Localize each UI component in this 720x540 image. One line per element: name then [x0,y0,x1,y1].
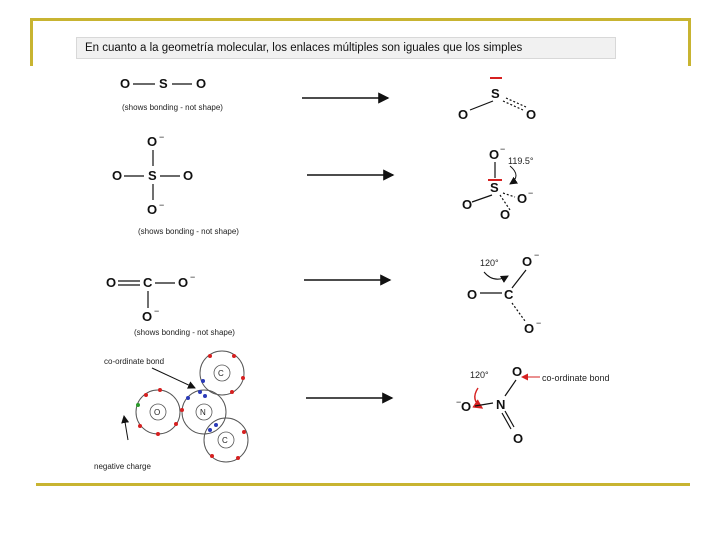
svg-text:C: C [218,369,224,378]
svg-text:−: − [500,144,506,154]
shows-bonding-label: (shows bonding - not shape) [134,328,235,337]
atom-o: O [524,321,535,336]
svg-text:−: − [190,272,196,282]
atom-o: O [147,202,158,217]
coordinate-bond-label: co-ordinate bond [104,357,165,366]
svg-text:−: − [159,200,165,210]
atom-s: S [148,168,157,183]
atom-s: S [159,76,168,91]
shows-bonding-label: (shows bonding - not shape) [138,227,239,236]
svg-text:O: O [154,408,161,417]
atom-o: O [106,275,117,290]
atom-o: O [147,134,158,149]
svg-text:−: − [159,132,165,142]
atom-o: O [489,147,500,162]
atom-o: O [467,287,478,302]
svg-text:−: − [536,318,542,328]
svg-text:−: − [456,397,462,407]
atom-o: O [513,431,524,446]
atom-o: O [120,76,131,91]
atom-o: O [512,364,523,379]
angle-label: 119.5° [508,156,534,166]
atom-o: O [461,399,472,414]
so2-lewis [120,76,223,112]
atom-s: S [491,86,500,101]
atom-c: C [504,287,514,302]
atom-o: O [500,207,511,222]
atom-o: O [458,107,469,122]
atom-c: C [143,275,153,290]
atom-o: O [112,168,123,183]
negative-charge-label: negative charge [94,462,151,471]
so2-shape [458,78,536,122]
shows-bonding-label: (shows bonding - not shape) [122,103,223,112]
atom-o: O [462,197,473,212]
no2-orbital-diagram [94,351,248,471]
svg-text:−: − [154,306,160,316]
svg-text:N: N [200,408,206,417]
atom-s: S [490,180,499,195]
atom-o: O [196,76,207,91]
atom-o: O [142,309,153,324]
angle-label: 120° [470,370,489,380]
atom-o: O [517,191,528,206]
coordinate-bond-label: co-ordinate bond [542,373,610,383]
slide-title: En cuanto a la geometría molecular, los enlaces múltiples son iguales que los simples [76,37,616,59]
atom-o: O [526,107,537,122]
angle-label: 120° [480,258,499,268]
atom-n: N [496,397,506,412]
atom-o: O [178,275,189,290]
svg-text:−: − [528,188,534,198]
atom-o: O [183,168,194,183]
co3-lewis [106,272,235,337]
svg-text:−: − [534,250,540,260]
no2-shape [456,364,610,446]
co3-shape [467,250,541,336]
so3-lewis [112,132,239,236]
so3-shape [462,144,534,222]
svg-text:C: C [222,436,228,445]
atom-o: O [522,254,533,269]
